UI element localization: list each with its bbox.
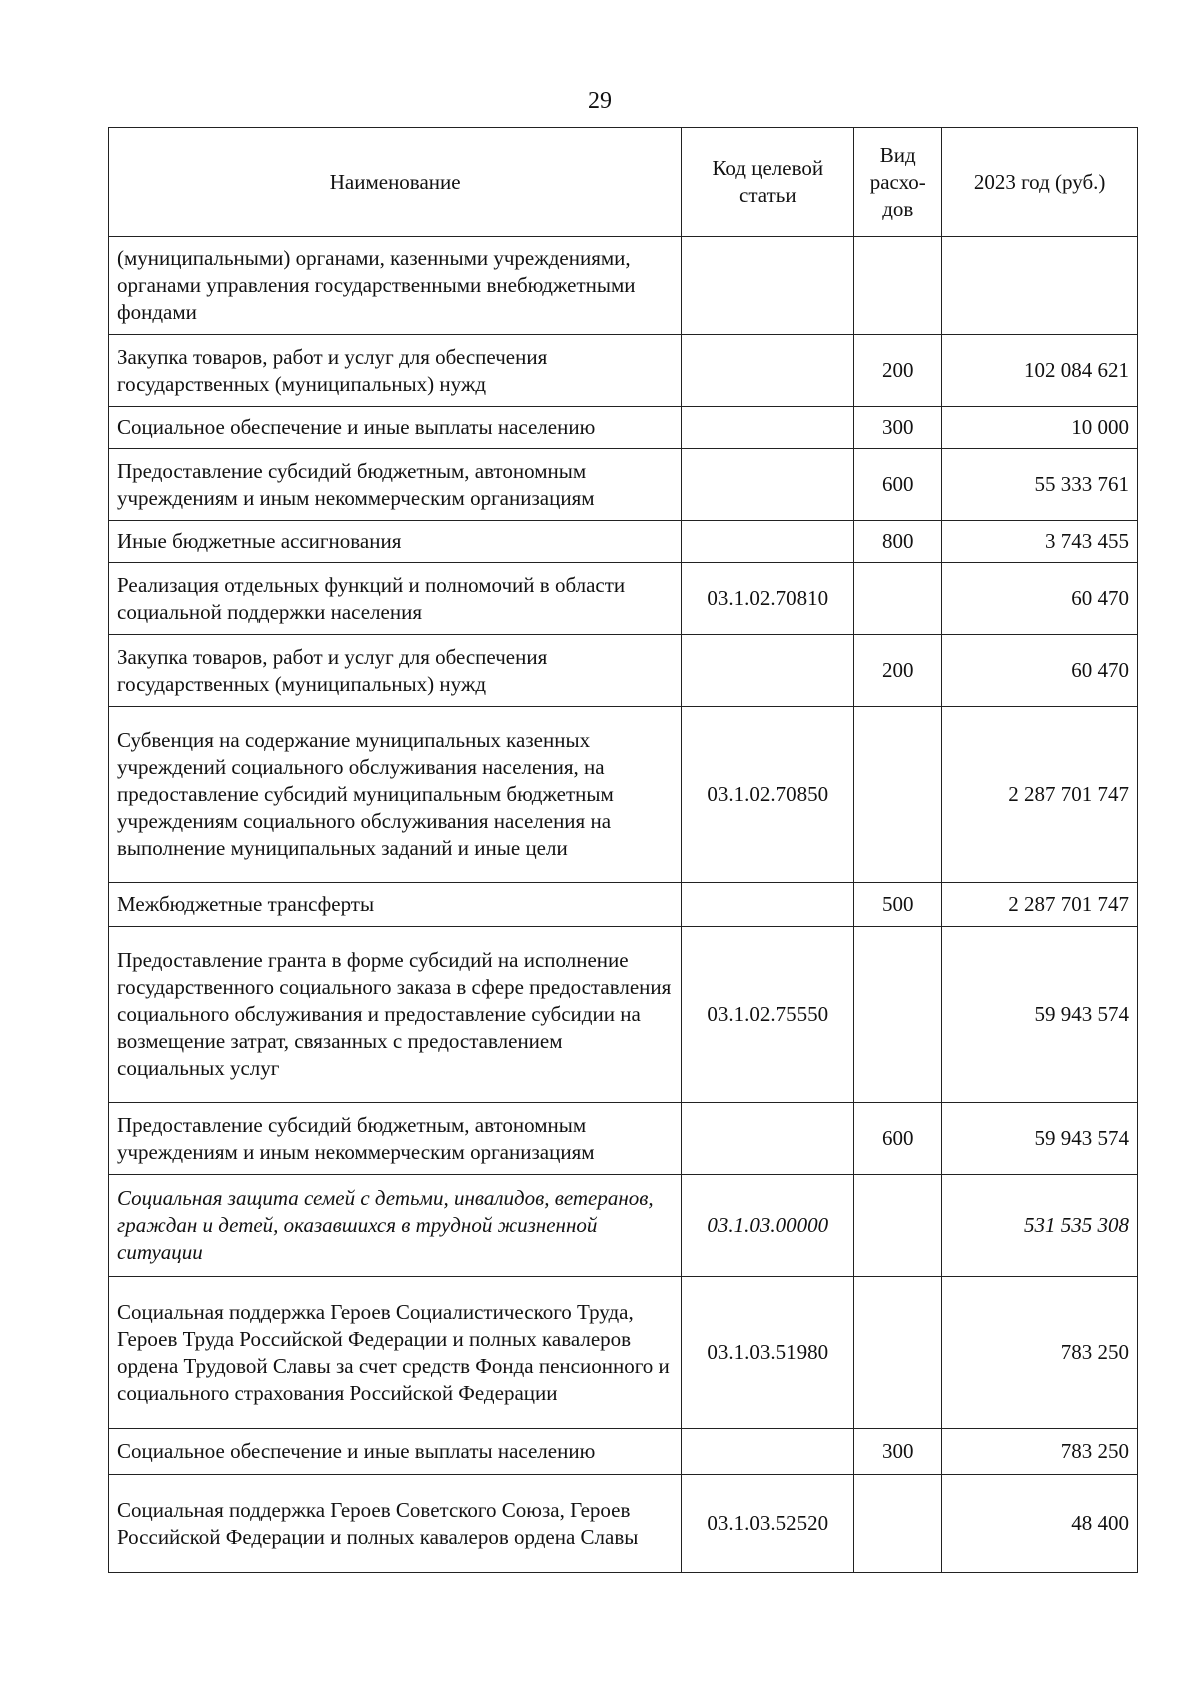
header-year: 2023 год (руб.) (942, 128, 1138, 237)
row-kind-cell (854, 1277, 942, 1429)
page-number: 29 (588, 88, 612, 114)
row-code-cell: 03.1.02.70810 (682, 563, 854, 635)
table-row (109, 1475, 1138, 1573)
row-name-cell: Предоставление гранта в форме субсидий на исполнение государственного социального заказа в сфере предоставления социального обслуживания и предоставление субсидии на возмещение затрат, связанных с предоставлением социальных услуг (109, 927, 682, 1103)
header-kind: Вид расхо-дов (854, 128, 942, 237)
row-name-cell: Социальная поддержка Героев Социалистического Труда, Героев Труда Российской Федерации и полных кавалеров ордена Трудовой Славы за счет средств Фонда пенсионного и социального страхования Российской Федерации (109, 1277, 682, 1429)
row-sum-cell: 59 943 574 (942, 927, 1138, 1103)
row-kind-cell: 500 (854, 883, 942, 927)
table-row (109, 335, 1138, 407)
row-code-cell: 03.1.03.52520 (682, 1475, 854, 1573)
row-kind-cell (854, 1475, 942, 1573)
row-name-cell: Субвенция на содержание муниципальных казенных учреждений социального обслуживания населения, на предоставление субсидий муниципальным бюджетным учреждениям социального обслуживания населения на выполнение муниципальных заданий и иные цели (109, 707, 682, 883)
row-sum-cell: 531 535 308 (942, 1175, 1138, 1277)
table-header-row (109, 128, 1138, 237)
row-name-cell: Социальное обеспечение и иные выплаты населению (109, 407, 682, 449)
row-code-cell (682, 449, 854, 521)
row-name-cell: Закупка товаров, работ и услуг для обеспечения государственных (муниципальных) нужд (109, 335, 682, 407)
table-row (109, 883, 1138, 927)
row-sum-cell: 783 250 (942, 1429, 1138, 1475)
row-code-cell (682, 335, 854, 407)
row-name-cell: Межбюджетные трансферты (109, 883, 682, 927)
row-name-cell: Социальная защита семей с детьми, инвалидов, ветеранов, граждан и детей, оказавшихся в трудной жизненной ситуации (109, 1175, 682, 1277)
row-sum-cell (942, 237, 1138, 335)
row-sum-cell: 60 470 (942, 563, 1138, 635)
table-row (109, 521, 1138, 563)
row-sum-cell: 59 943 574 (942, 1103, 1138, 1175)
table-row (109, 1429, 1138, 1475)
row-kind-cell: 300 (854, 407, 942, 449)
table-row (109, 1103, 1138, 1175)
table-row (109, 927, 1138, 1103)
row-sum-cell: 48 400 (942, 1475, 1138, 1573)
row-kind-cell: 600 (854, 1103, 942, 1175)
row-code-cell (682, 635, 854, 707)
row-name-cell: Закупка товаров, работ и услуг для обеспечения государственных (муниципальных) нужд (109, 635, 682, 707)
row-code-cell: 03.1.03.00000 (682, 1175, 854, 1277)
row-code-cell (682, 521, 854, 563)
header-name: Наименование (109, 128, 682, 237)
row-code-cell (682, 407, 854, 449)
row-kind-cell (854, 237, 942, 335)
row-name-cell: Иные бюджетные ассигнования (109, 521, 682, 563)
row-code-cell (682, 883, 854, 927)
row-sum-cell: 55 333 761 (942, 449, 1138, 521)
row-code-cell (682, 1103, 854, 1175)
row-kind-cell: 600 (854, 449, 942, 521)
row-sum-cell: 2 287 701 747 (942, 707, 1138, 883)
row-code-cell: 03.1.03.51980 (682, 1277, 854, 1429)
row-sum-cell: 3 743 455 (942, 521, 1138, 563)
row-name-cell: Предоставление субсидий бюджетным, автономным учреждениям и иным некоммерческим организациям (109, 1103, 682, 1175)
row-sum-cell: 783 250 (942, 1277, 1138, 1429)
row-kind-cell: 200 (854, 335, 942, 407)
table-row (109, 1175, 1138, 1277)
row-kind-cell (854, 707, 942, 883)
row-kind-cell: 200 (854, 635, 942, 707)
row-code-cell (682, 1429, 854, 1475)
table-row (109, 237, 1138, 335)
budget-table (108, 127, 1138, 1573)
row-name-cell: Реализация отдельных функций и полномочий в области социальной поддержки населения (109, 563, 682, 635)
table-row (109, 635, 1138, 707)
header-code: Код целевой статьи (682, 128, 854, 237)
row-code-cell: 03.1.02.70850 (682, 707, 854, 883)
row-name-cell: (муниципальными) органами, казенными учреждениями, органами управления государственными внебюджетными фондами (109, 237, 682, 335)
row-sum-cell: 102 084 621 (942, 335, 1138, 407)
table-row (109, 407, 1138, 449)
table-row (109, 1277, 1138, 1429)
row-name-cell: Предоставление субсидий бюджетным, автономным учреждениям и иным некоммерческим организациям (109, 449, 682, 521)
row-kind-cell (854, 1175, 942, 1277)
table-row (109, 449, 1138, 521)
row-code-cell: 03.1.02.75550 (682, 927, 854, 1103)
row-sum-cell: 60 470 (942, 635, 1138, 707)
row-sum-cell: 10 000 (942, 407, 1138, 449)
row-name-cell: Социальное обеспечение и иные выплаты населению (109, 1429, 682, 1475)
table-row (109, 707, 1138, 883)
row-sum-cell: 2 287 701 747 (942, 883, 1138, 927)
row-kind-cell: 800 (854, 521, 942, 563)
row-kind-cell (854, 927, 942, 1103)
row-name-cell: Социальная поддержка Героев Советского Союза, Героев Российской Федерации и полных кавалеров ордена Славы (109, 1475, 682, 1573)
row-code-cell (682, 237, 854, 335)
table-body (109, 237, 1138, 1573)
table-row (109, 563, 1138, 635)
row-kind-cell (854, 563, 942, 635)
row-kind-cell: 300 (854, 1429, 942, 1475)
